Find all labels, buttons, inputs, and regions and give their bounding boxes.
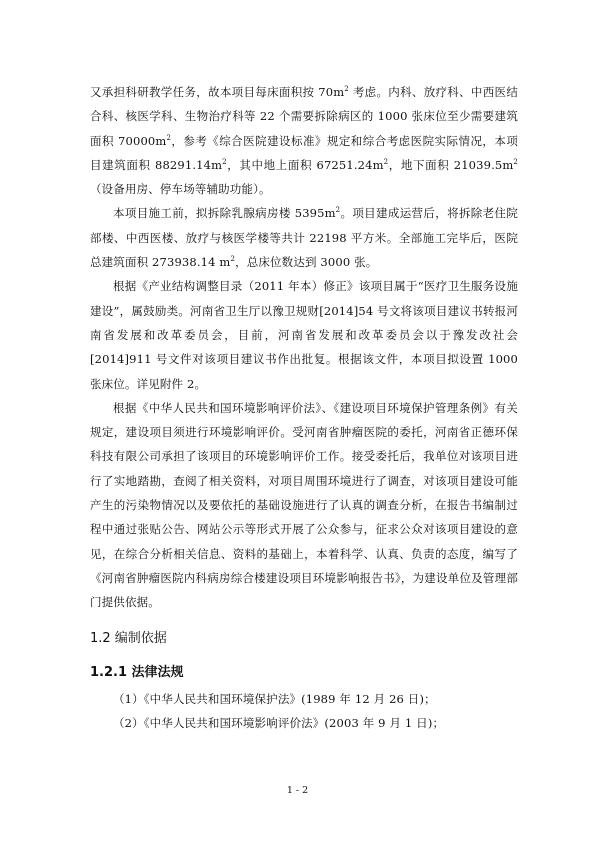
subsection-heading: 1.2.1 法律法规 (90, 664, 184, 680)
text-run: 又承担科研教学任务，故本项目每床面积按 70m (90, 85, 345, 99)
text-run: ，总床位数达到 3000 张。 (235, 255, 378, 270)
page-content (90, 80, 518, 736)
text-run: （设备用房、停车场等辅助功能）。 (90, 182, 271, 197)
superscript: 2 (513, 157, 519, 166)
text-run: ，地下面积 21039.5m (388, 157, 514, 172)
text-run: ，参考《综合医院建设标准》规定和综合考虑医院实际情况，本项目建筑面积 88291.14m (90, 133, 518, 172)
paragraph-eia: 根据《中华人民共和国环境影响评价法》、《建设项目环境保护管理条例》有关规定，建设项目须进行环境影响评价。受河南省肿瘤医院的委托，河南省正德环保科技有限公司承担了该项目的环境影响评价工作。接受委托后，我单位对该项目进行了实地踏勘，查阅了相关资料，对项目周围环境进行了调查，对该项目建设可能产生的污染物情况以及要依托的基础设施进行了认真的调查分析，在报告书编制过程中通过张贴公告、网站公示等形式开展了公众参与，征求公众对该项目建设的意见，在综合分析相关信息、资料的基础上，本着科学、认真、负责的态度，编写了《河南省肿瘤医院内科病房综合楼建设项目环境影响报告书》，为建设单位及管理部门提供依据。 (90, 400, 518, 610)
text-run: 考虑。内科、放疗科、中西医结合科、核医学科、生物治疗科等 22 个需要拆除病区的 1000 张床位至少需要建筑面积 70000m (90, 85, 518, 148)
page-number: 1 - 2 (286, 785, 309, 796)
law-list-item: （1）《中华人民共和国环境保护法》(1989 年 12 月 26 日)； (113, 691, 436, 706)
superscript: 2 (166, 133, 172, 142)
superscript: 2 (344, 85, 349, 93)
text-run: ，其中地上面积 67251.24m (226, 157, 384, 172)
superscript: 2 (335, 206, 341, 215)
superscript: 2 (383, 157, 389, 166)
superscript: 2 (222, 157, 227, 166)
text-run: 本项目施工前，拟拆除乳腺病房楼 5395m (113, 206, 336, 221)
paragraph-bed-area (90, 80, 518, 201)
section-heading: 1.2 编制依据 (90, 630, 167, 646)
superscript: 2 (230, 255, 236, 264)
paragraph-demolition (90, 201, 518, 274)
paragraph-policy: 根据《产业结构调整目录（2011 年本）修正》该项目属于“医疗卫生服务设施建设”，属鼓励类。河南省卫生厅以豫卫规财[2014]54 号文将该项目建议书转报河南省发展和改革委员会，目前，河南省发展和改革委员会以于豫发改社会[2014]911 号文件对该项目建议书作出批复。根据该文件，本项目拟设置 1000 张床位。详见附件 2。 (90, 279, 518, 391)
text-run: 。项目建成运营后，将拆除老住院部楼、中西医楼、放疗与核医学楼等共计 22198 平方米。全部施工完毕后，医院总建筑面积 273938.14 m (90, 206, 518, 270)
law-list-item: （2）《中华人民共和国环境影响评价法》(2003 年 9 月 1 日)； (113, 716, 445, 731)
